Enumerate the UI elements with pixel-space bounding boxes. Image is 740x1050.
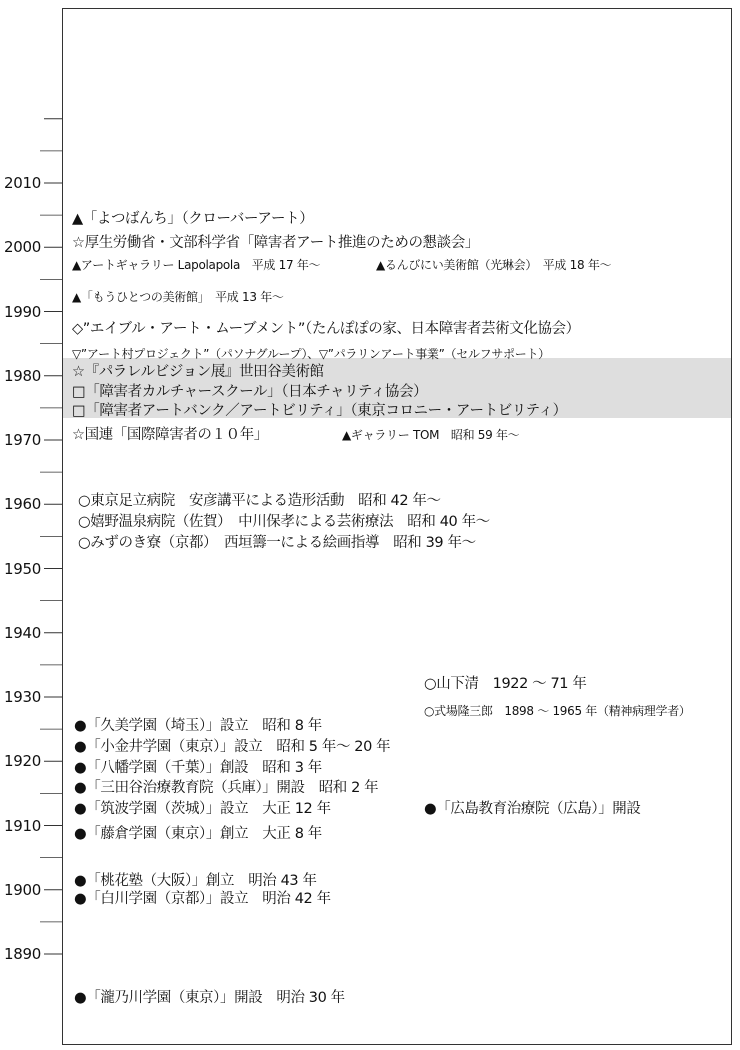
event-e07: ▽”アート村プロジェクト”（パソナグループ）、▽”パラリンアート事業”（セルフサポート） [72,347,550,361]
year-label-1960: 1960 [4,495,41,514]
event-e27: ●「瀧乃川学園（東京）」開設 明治 30 年 [74,990,345,1006]
event-e18: ●「久美学園（埼玉）」設立 昭和 8 年 [74,718,322,734]
year-label-2010: 2010 [4,174,41,192]
event-e06: ◇”エイブル・アート・ムーブメント”（たんぽぽの家、日本障害者芸術文化協会） [72,321,580,337]
year-label-1890: 1890 [4,945,41,963]
event-e25: ●「桃花塾（大阪）」創立 明治 43 年 [74,873,317,889]
year-label-1910: 1910 [4,816,41,835]
event-e17: ○式場隆三郎 1898 ～ 1965 年（精神病理学者） [424,704,691,718]
year-label-2000: 2000 [4,238,41,257]
event-e04: ▲るんびにい美術館（光琳会） 平成 18 年～ [376,258,612,272]
event-e05: ▲「もうひとつの美術館」 平成 13 年～ [72,290,284,304]
year-label-1950: 1950 [4,559,41,578]
event-e13: ○東京足立病院 安彦講平による造形活動 昭和 42 年～ [78,493,441,509]
event-e01: ▲「よつばんち」（クローバーアート） [72,211,314,227]
event-e15: ○みずのき寮（京都） 西垣籌一による絵画指導 昭和 39 年～ [78,535,476,551]
event-e23: ●「広島教育治療院（広島）」開設 [424,801,641,817]
event-e03: ▲アートギャラリー Lapolapola 平成 17 年～ [72,258,321,272]
year-label-1920: 1920 [4,752,41,771]
event-e26: ●「白川学園（京都）」設立 明治 42 年 [74,891,331,907]
year-label-1940: 1940 [4,623,41,642]
year-label-1990: 1990 [4,302,41,321]
event-e24: ●「藤倉学園（東京）」創立 大正 8 年 [74,826,322,842]
event-e14: ○嬉野温泉病院（佐賀） 中川保孝による芸術療法 昭和 40 年～ [78,514,490,530]
event-e10: □「障害者アートバンク／アートビリティ」（東京コロニー・アートビリティ） [72,403,567,419]
event-e22: ●「筑波学園（茨城）」設立 大正 12 年 [74,801,331,817]
event-e12: ▲ギャラリー TOM 昭和 59 年～ [342,428,520,442]
event-e09: □「障害者カルチャースクール」（日本チャリティ協会） [72,384,428,400]
year-label-1970: 1970 [4,431,41,449]
event-e08: ☆『パラレルビジョン展』世田谷美術館 [72,364,324,380]
year-label-1900: 1900 [4,880,41,899]
year-label-1930: 1930 [4,688,41,706]
event-e11: ☆国連「国際障害者の１０年」 [72,427,268,443]
event-e19: ●「小金井学園（東京）」設立 昭和 5 年～ 20 年 [74,739,391,755]
year-label-1980: 1980 [4,366,41,385]
event-e20: ●「八幡学園（千葉）」創設 昭和 3 年 [74,760,322,776]
event-e16: ○山下清 1922 ～ 71 年 [424,676,587,692]
event-e02: ☆厚生労働省・文部科学省「障害者アート推進のための懇談会」 [72,235,479,251]
event-e21: ●「三田谷治療教育院（兵庫）」開設 昭和 2 年 [74,780,379,796]
